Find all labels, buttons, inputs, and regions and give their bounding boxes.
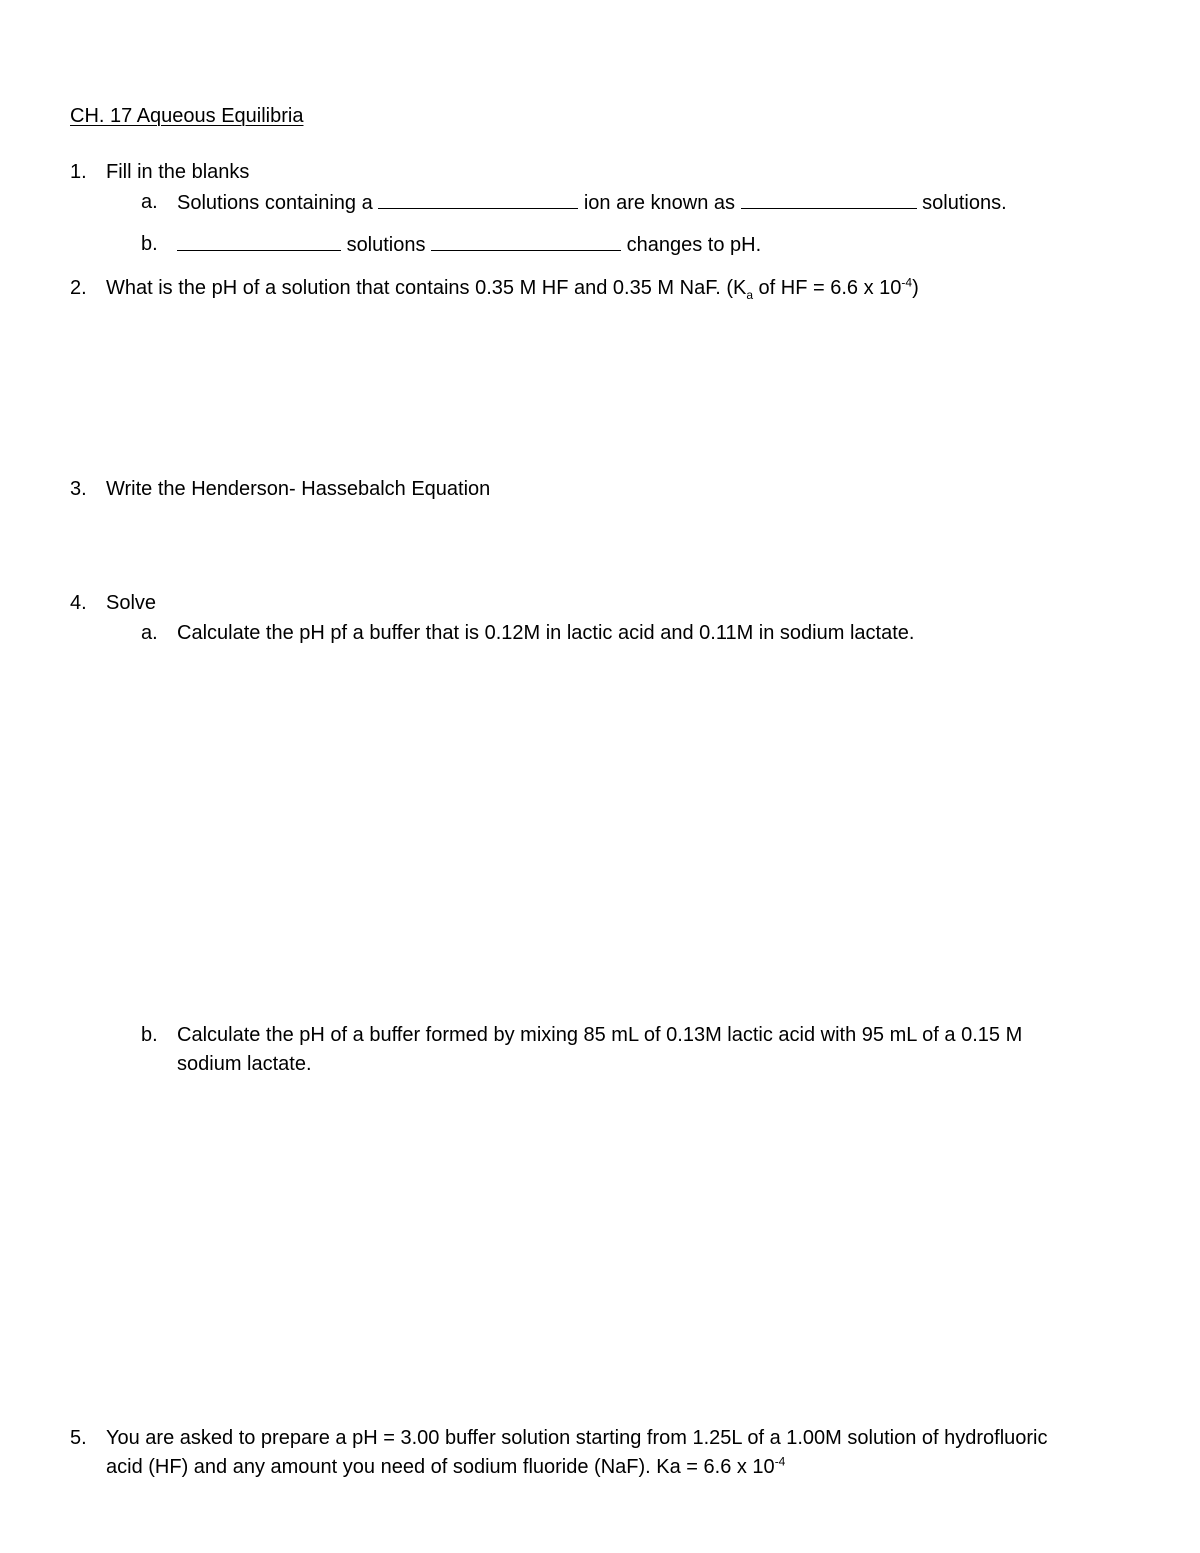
question-5-line1: You are asked to prepare a pH = 3.00 buffer solution starting from 1.25L of a 1.00M solution of hydrofluoric — [106, 1427, 1048, 1449]
question-4a-text: Calculate the pH pf a buffer that is 0.12M in lactic acid and 0.11M in sodium lactate. — [177, 622, 915, 644]
question-1-number: 1. — [70, 161, 87, 183]
question-5-number: 5. — [70, 1427, 87, 1449]
question-4b-label: b. — [141, 1024, 158, 1046]
question-3-text: Write the Henderson- Hassebalch Equation — [106, 478, 491, 500]
question-2-text-part: of HF = 6.6 x 10 — [753, 277, 902, 299]
question-1a-part1: Solutions containing a — [177, 192, 373, 214]
question-2-text-part: What is the pH of a solution that contains 0.35 M HF and 0.35 M NaF. (K — [106, 277, 747, 299]
question-1-text: Fill in the blanks — [106, 161, 250, 183]
blank-field — [431, 232, 621, 251]
question-1b-text — [177, 232, 761, 257]
question-1b-part1: solutions — [346, 234, 426, 256]
question-4b-line2: sodium lactate. — [177, 1053, 312, 1075]
question-1a-text — [177, 190, 1007, 215]
question-4-number: 4. — [70, 592, 87, 614]
question-4a-label: a. — [141, 622, 158, 644]
question-1a-part2: ion are known as — [583, 192, 736, 214]
question-2-text-part: ) — [912, 277, 919, 299]
question-1b-label: b. — [141, 233, 158, 255]
question-5-exponent: -4 — [774, 1454, 786, 1469]
question-2-text — [106, 276, 919, 300]
question-2-ka-subscript: a — [746, 288, 753, 302]
question-1b-part2: changes to pH. — [626, 234, 762, 256]
question-2-exponent: -4 — [901, 275, 913, 290]
question-3-number: 3. — [70, 478, 87, 500]
question-1a-part3: solutions. — [922, 192, 1007, 214]
question-4b-line1: Calculate the pH of a buffer formed by mixing 85 mL of 0.13M lactic acid with 95 mL of a 0.15 M — [177, 1024, 1023, 1046]
question-2-number: 2. — [70, 277, 87, 299]
question-1a-label: a. — [141, 191, 158, 213]
page-title: CH. 17 Aqueous Equilibria — [70, 105, 304, 127]
blank-field — [741, 190, 917, 209]
question-5-line2 — [106, 1455, 785, 1479]
blank-field — [177, 232, 341, 251]
question-5-text-part: acid (HF) and any amount you need of sodium fluoride (NaF). Ka = 6.6 x 10 — [106, 1456, 775, 1478]
question-4-text: Solve — [106, 592, 157, 614]
blank-field — [378, 190, 578, 209]
